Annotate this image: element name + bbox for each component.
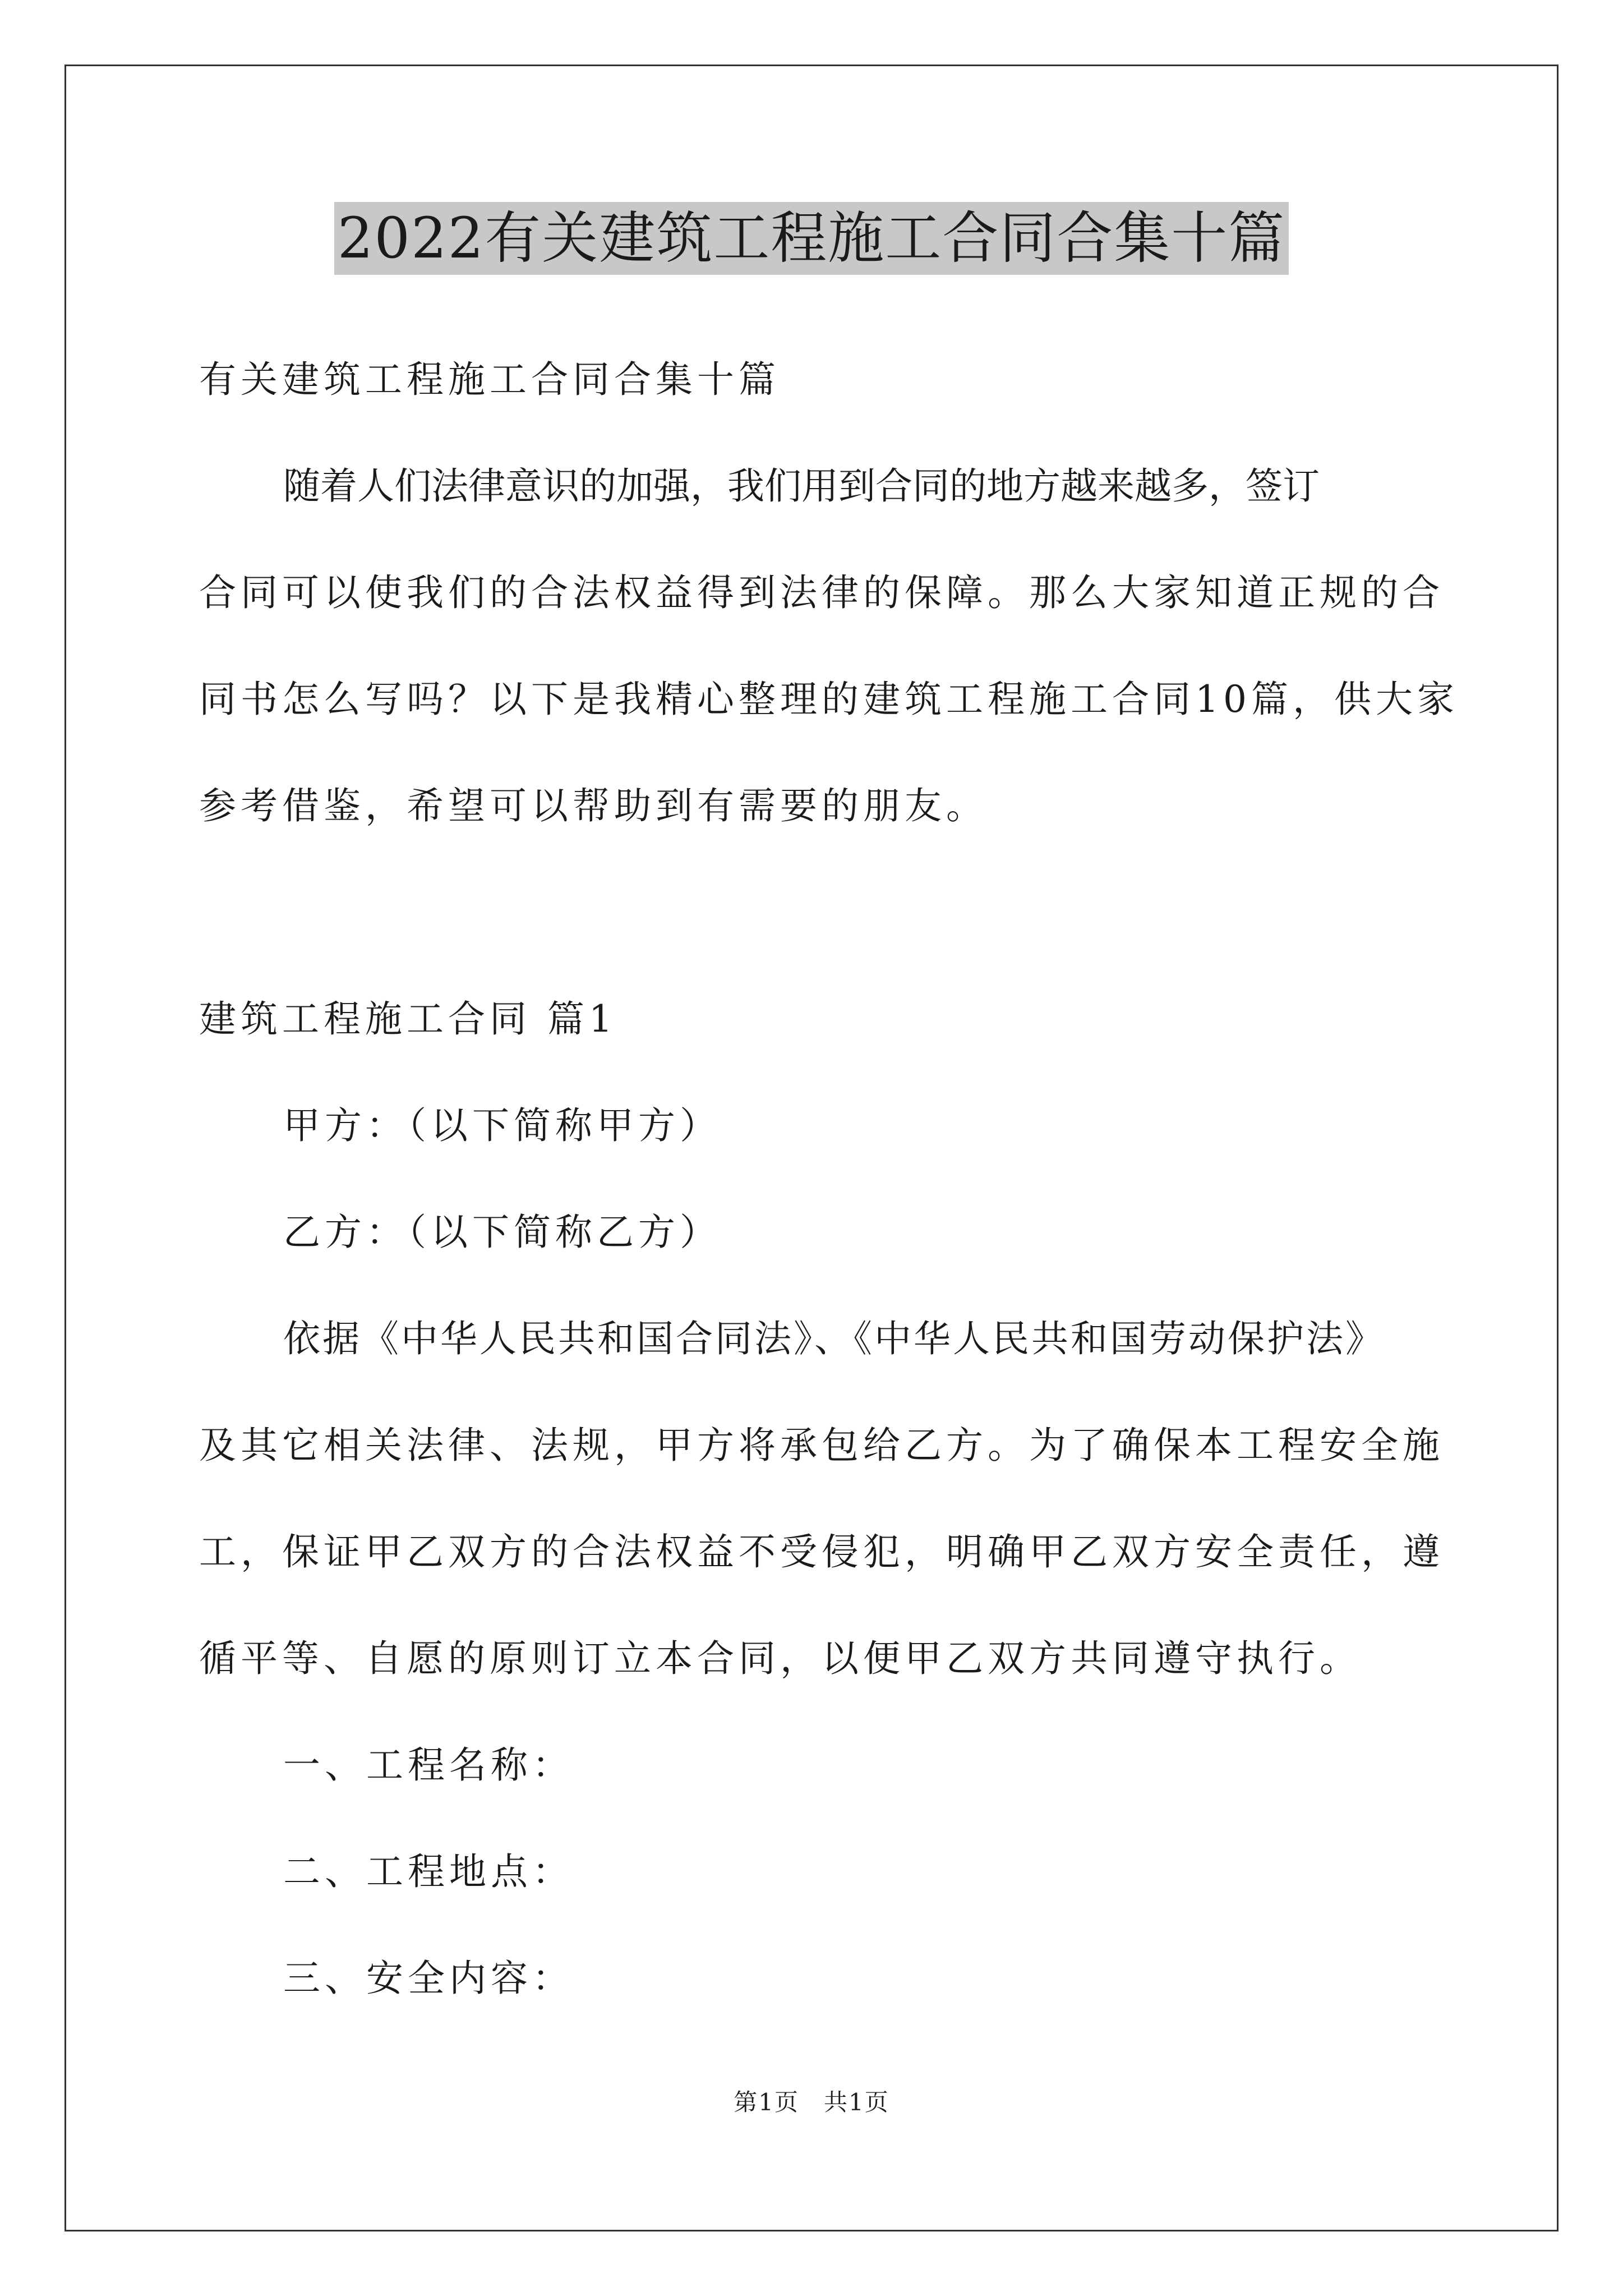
item-project-name: 一、工程名称： xyxy=(283,1743,574,1787)
intro-line-2: 合同可以使我们的合法权益得到法律的保障。那么大家知道正规的合 xyxy=(199,571,1444,614)
title-wrap xyxy=(0,202,1623,275)
section-heading: 建筑工程施工合同 篇1 xyxy=(199,997,617,1041)
document-title: 2022有关建筑工程施工合同合集十篇 xyxy=(334,202,1289,275)
intro-line-4: 参考借鉴，希望可以帮助到有需要的朋友。 xyxy=(199,784,988,827)
intro-line-1: 随着人们法律意识的加强，我们用到合同的地方越来越多，签订 xyxy=(283,464,1320,508)
intro-line-3: 同书怎么写吗？以下是我精心整理的建筑工程施工合同10篇，供大家 xyxy=(199,678,1459,721)
basis-line-1: 依据《中华人民共和国合同法》、《中华人民共和国劳动保护法》 xyxy=(283,1317,1385,1360)
party-b-line: 乙方：（以下简称乙方） xyxy=(283,1211,721,1254)
document-subtitle: 有关建筑工程施工合同合集十篇 xyxy=(199,358,780,401)
item-safety-content: 三、安全内容： xyxy=(283,1957,574,2000)
basis-line-4: 循平等、自愿的原则订立本合同，以便甲乙双方共同遵守执行。 xyxy=(199,1637,1361,1680)
page-footer: 第1页 共1页 xyxy=(734,2088,889,2116)
party-a-line: 甲方：（以下简称甲方） xyxy=(283,1104,721,1147)
item-project-location: 二、工程地点： xyxy=(283,1850,574,1893)
basis-line-2: 及其它相关法律、法规，甲方将承包给乙方。为了确保本工程安全施 xyxy=(199,1424,1444,1467)
basis-line-3: 工，保证甲乙双方的合法权益不受侵犯，明确甲乙双方安全责任，遵 xyxy=(199,1530,1444,1573)
